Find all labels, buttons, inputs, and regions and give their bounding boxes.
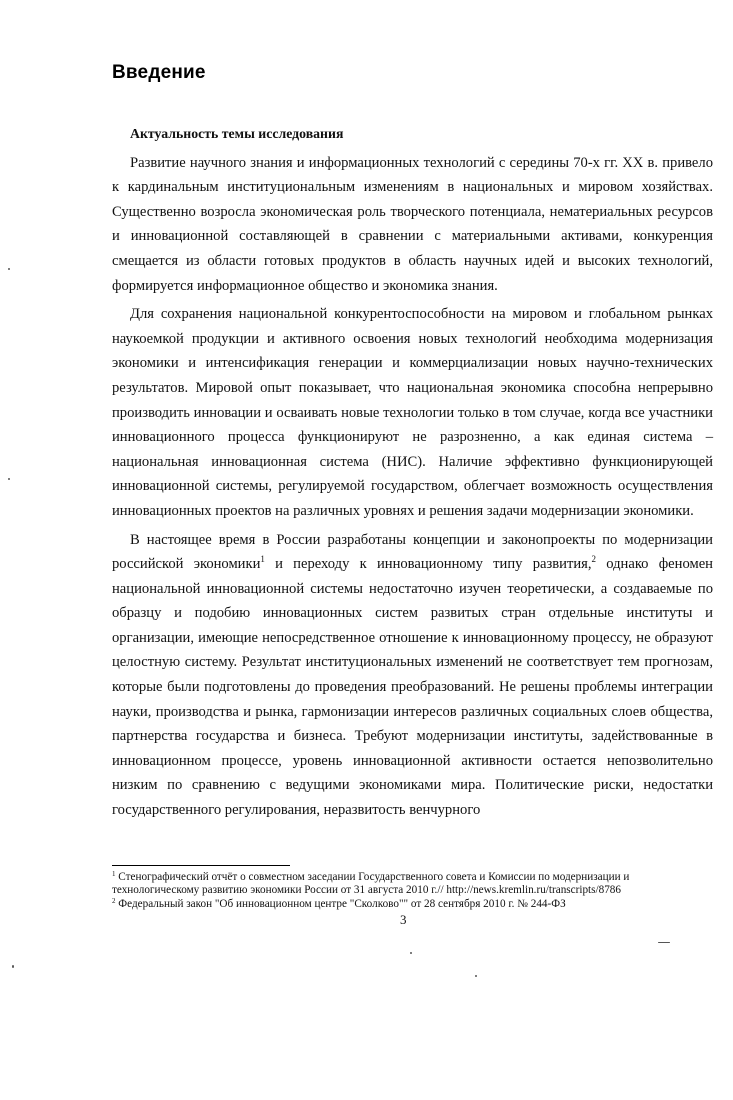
scan-speck [410, 952, 412, 954]
page-number: 3 [400, 912, 407, 927]
scan-speck [12, 965, 14, 968]
paragraph-2: Для сохранения национальной конкурентоспособности на мировом и глобальном рынках наукоемкой продукции и активного освоения новых технологий необходима модернизация экономики и интенсификация генерации и коммерциализации новых научно-технических результатов. Мировой опыт показывает, что национальная экономика способна непрерывно производить инновации и осваивать новые технологии только в том случае, когда все участники инновационного процесса функционируют не разрозненно, а как единая система – национальная инновационная система (НИС). Наличие эффективно функционирующей инновационной системы, регулируемой государством, облегчает возможность осуществления инновационных проектов на различных уровнях и решения задачи модернизации экономики. [112, 306, 713, 519]
footnote-1-number: 1 [112, 870, 116, 878]
scan-speck [8, 268, 10, 270]
paragraph-3 [112, 528, 713, 823]
section-heading: Актуальность темы исследования [130, 126, 344, 141]
footnote-1 [112, 871, 712, 898]
paragraph-1: Развитие научного знания и информационных технологий с середины 70-х гг. XX в. привело к кардинальным институциональным изменениям в национальных и мировом хозяйствах. Существенно возросла экономическая роль творческого потенциала, нематериальных ресурсов и инновационной составляющей в сравнении с материальными активами, конкуренция смещается из области готовых продуктов в область научных идей и высоких технологий, формируется информационное общество и экономика знания. [112, 154, 713, 294]
paragraph-3-part-1: В настоящее время в России разработаны концепции и законопроекты по модернизации российской экономики [112, 531, 713, 573]
footnotes [112, 871, 712, 911]
scan-speck [475, 975, 477, 977]
paragraph-3-part-3: однако феномен национальной инновационной системы недостаточно изучен теоретически, а создаваемые по образцу и подобию инновационных систем развитых стран отдельные институты и организации, имеющие непосредственное отношение к инновационному процессу, не образуют целостную систему. Результат институциональных изменений не соответствует тем прогнозам, которые были подготовлены до проведения преобразований. Не решены проблемы интеграции науки, производства и рынка, гармонизации интересов различных социальных слоев общества, партнерства государства и бизнеса. Требуют модернизации институты, задействованные в инновационном процессе, уровень инновационной активности остается непозволительно низким по сравнению с ведущими экономиками мира. Политические риски, недостатки государственного регулирования, неразвитость венчурного [112, 556, 713, 819]
footnote-ref-2: 2 [591, 554, 596, 565]
footnote-1-text: Стенографический отчёт о совместном заседании Государственного совета и Комиссии по модернизации и технологическому развитию экономики России от 31 августа 2010 г.// http://news.kremlin.ru/transcripts/8786 [112, 871, 630, 897]
page-title: Введение [112, 62, 206, 83]
scan-speck [658, 942, 670, 943]
footnote-2-number: 2 [112, 896, 116, 905]
footnote-2-text: Федеральный закон "Об инновационном центре "Сколково"" от 28 сентября 2010 г. № 244-ФЗ [115, 897, 566, 910]
footnote-2 [112, 898, 712, 911]
footnote-ref-1: 1 [260, 554, 265, 565]
paragraph-3-part-2: и переходу к инновационному типу развития, [264, 556, 592, 573]
body-text [112, 122, 713, 823]
scan-speck [8, 478, 10, 480]
footnote-divider [112, 865, 290, 866]
